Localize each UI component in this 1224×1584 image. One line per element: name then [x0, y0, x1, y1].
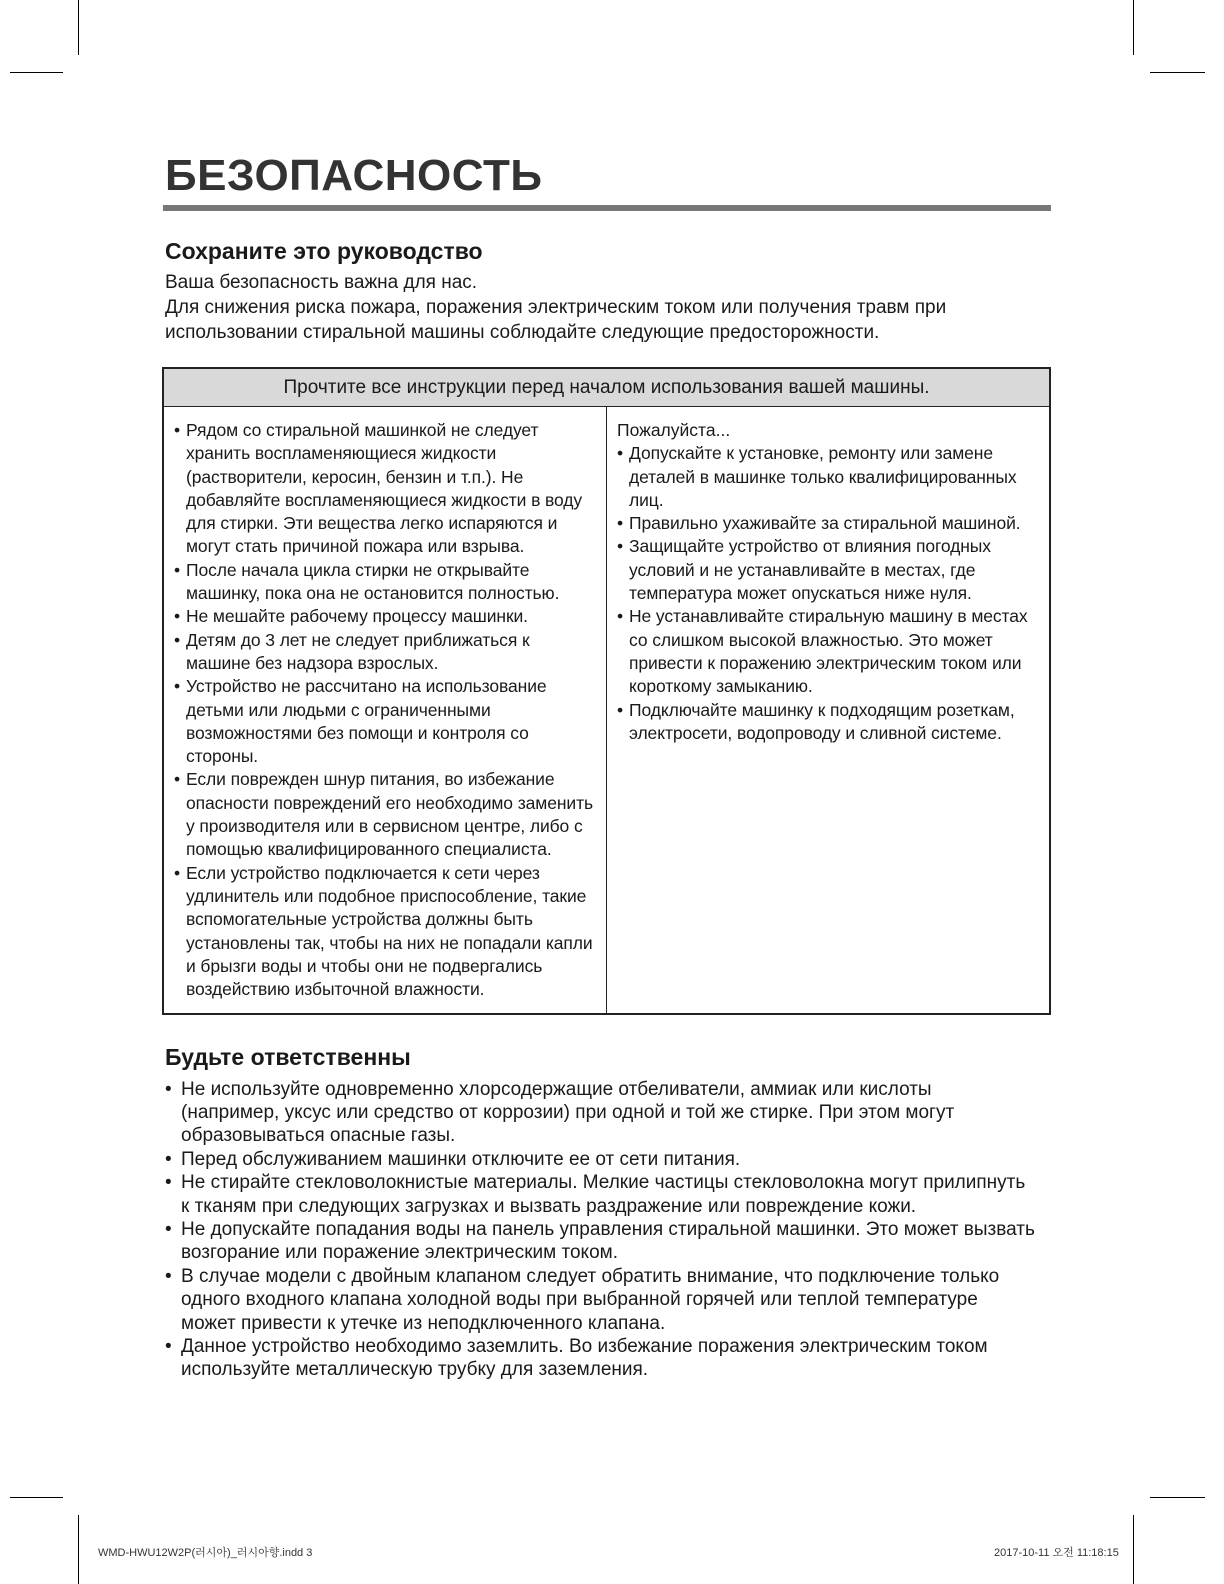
crop-mark-bottom-right-horizontal [1150, 1497, 1205, 1498]
crop-mark-top-left-horizontal [10, 72, 63, 73]
right-warning-item: • Не устанавливайте стиральную машину в местах со слишком высокой влажностью. Это может привести к поражению электрическим током или короткому замыканию. [617, 605, 1041, 698]
responsible-item: • Не стирайте стекловолокнистые материалы. Мелкие частицы стекловолокна могут прилипнуть к тканям при следующих загрузках и вызвать раздражение или повреждение кожи. [165, 1171, 1035, 1218]
right-column-intro: Пожалуйста... [617, 420, 731, 440]
left-warning-item: • Рядом со стиральной машинкой не следует хранить воспламеняющиеся жидкости (растворители, керосин, бензин и т.п.). Не добавляйте воспламеняющиеся жидкости в воду для стирки. Эти вещества легко испаряются и могут стать причиной пожара или взрыва. [174, 419, 598, 559]
responsible-item: • В случае модели с двойным клапаном следует обратить внимание, что подключение только одного входного клапана холодной воды при выбранной горячей или теплой температуре может привести к утечке из неподключенного клапана. [165, 1265, 1035, 1335]
right-warning-item: • Подключайте машинку к подходящим розеткам, электросети, водопроводу и сливной системе. [617, 699, 1041, 746]
crop-mark-top-right-horizontal [1150, 72, 1205, 73]
left-warning-item: • Не мешайте рабочему процессу машинки. [174, 605, 598, 628]
left-warning-item: • Если устройство подключается к сети через удлинитель или подобное приспособление, такие вспомогательные устройства должны быть установлены так, чтобы на них не попадали капли и брызги воды и чтобы они не подвергались воздействию избыточной влажности. [174, 862, 598, 1002]
crop-mark-bottom-right-vertical [1133, 1515, 1134, 1584]
right-warning-item: • Защищайте устройство от влияния погодных условий и не устанавливайте в местах, где температура может опускаться ниже нуля. [617, 535, 1041, 605]
responsible-item: • Не используйте одновременно хлорсодержащие отбеливатели, аммиак или кислоты (например, уксус или средство от коррозии) при одной и той же стирке. При этом могут образовываться опасные газы. [165, 1078, 1035, 1148]
save-section-line-1: Ваша безопасность важна для нас. [165, 271, 478, 293]
crop-mark-bottom-left-vertical [78, 1515, 79, 1584]
left-warning-list [174, 419, 598, 1001]
save-section-heading: Сохраните это руководство [165, 238, 483, 264]
responsible-item: • Не допускайте попадания воды на панель управления стиральной машинки. Это может вызвать возгорание или поражение электрическим током. [165, 1218, 1035, 1265]
save-section [165, 238, 1045, 345]
right-warning-list [617, 442, 1041, 745]
left-warning-item: • Если поврежден шнур питания, во избежание опасности повреждений его необходимо заменить у производителя или в сервисном центре, либо с помощью квалифицированного специалиста. [174, 768, 598, 861]
warning-box-right-column [607, 407, 1049, 1013]
crop-mark-top-left-vertical [78, 0, 79, 55]
footer-timestamp: 2017-10-11 오전 11:18:15 [994, 1547, 1119, 1559]
responsible-list [165, 1078, 1035, 1382]
warning-box [162, 367, 1051, 1015]
warning-box-left-column [164, 407, 607, 1013]
warning-box-header: Прочтите все инструкции перед началом использования вашей машины. [164, 369, 1049, 407]
responsible-item: • Данное устройство необходимо заземлить. Во избежание поражения электрическим током используйте металлическую трубку для заземления. [165, 1335, 1035, 1382]
left-warning-item: • После начала цикла стирки не открывайте машинку, пока она не остановится полностью. [174, 559, 598, 606]
footer-filename: WMD-HWU12W2P(러시아)_러시아향.indd 3 [98, 1547, 313, 1559]
save-section-line-2: Для снижения риска пожара, поражения электрическим током или получения травм при [165, 296, 947, 318]
save-section-line-3: использовании стиральной машины соблюдайте следующие предосторожности. [165, 321, 880, 343]
responsible-section [165, 1044, 1035, 1382]
crop-mark-bottom-left-horizontal [10, 1497, 63, 1498]
page-title: БЕЗОПАСНОСТЬ [165, 151, 543, 200]
right-warning-item: • Допускайте к установке, ремонту или замене деталей в машинке только квалифицированных лиц. [617, 442, 1041, 512]
responsible-section-heading: Будьте ответственны [165, 1044, 411, 1070]
title-underline [163, 205, 1051, 211]
left-warning-item: • Устройство не рассчитано на использование детьми или людьми с ограниченными возможностями без помощи и контроля со стороны. [174, 675, 598, 768]
right-warning-item: • Правильно ухаживайте за стиральной машиной. [617, 512, 1041, 535]
crop-mark-top-right-vertical [1133, 0, 1134, 55]
left-warning-item: • Детям до 3 лет не следует приближаться к машине без надзора взрослых. [174, 629, 598, 676]
responsible-item: • Перед обслуживанием машинки отключите ее от сети питания. [165, 1148, 1035, 1171]
